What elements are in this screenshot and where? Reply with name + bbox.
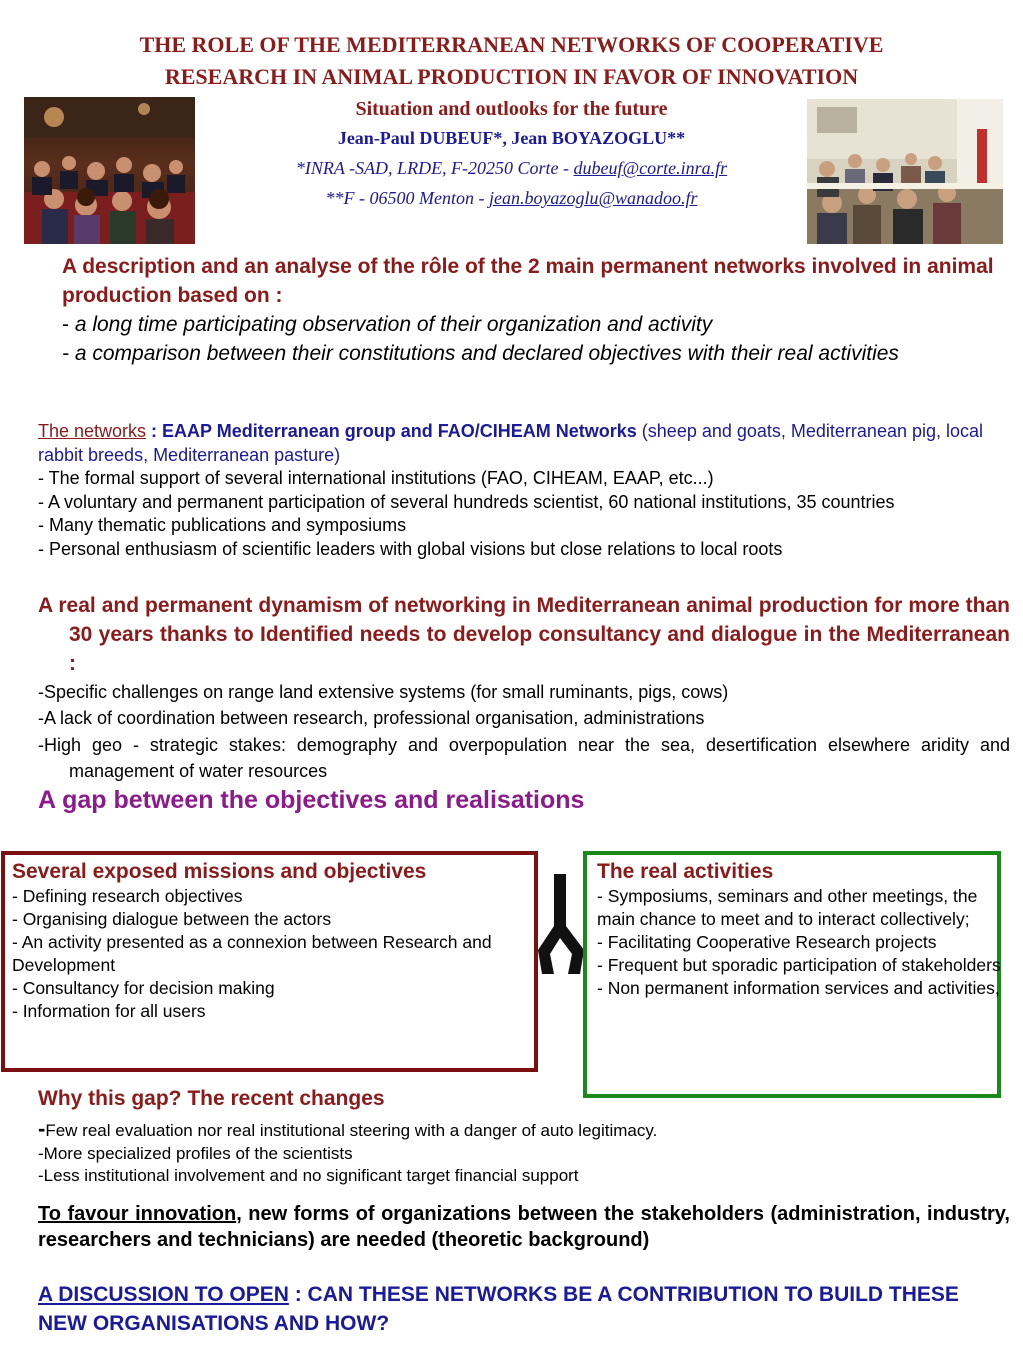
missions-item: - Consultancy for decision making bbox=[12, 978, 275, 998]
networks-intro: The networks : EAAP Mediterranean group and FAO/CIHEAM Networks (sheep and goats, Mediterranean pig, local rabbit breeds, Mediterranean pasture) bbox=[38, 421, 984, 465]
missions-item: - Information for all users bbox=[12, 1001, 206, 1021]
email-link-1[interactable]: dubeuf@corte.inra.fr bbox=[573, 158, 728, 178]
description-heading: A description and an analyse of the rôle of the 2 main permanent networks involved in animal production based on : bbox=[62, 255, 994, 307]
networks-scope: (sheep and goats, Mediterranean pig, local rabbit breeds, Mediterranean pasture) bbox=[38, 421, 984, 465]
missions-title: Several exposed missions and objectives bbox=[12, 860, 427, 883]
gap-symbol-icon bbox=[536, 874, 588, 976]
missions-item: - An activity presented as a connexion between Research and Development bbox=[12, 932, 492, 975]
affiliation-1: *INRA -SAD, LRDE, F-20250 Corte - dubeuf@corte.inra.fr bbox=[295, 158, 728, 178]
discussion-label: A DISCUSSION TO OPEN bbox=[38, 1283, 289, 1306]
poster-title-line2: RESEARCH IN ANIMAL PRODUCTION IN FAVOR OF INNOVATION bbox=[164, 64, 859, 89]
activities-content bbox=[597, 859, 1015, 1000]
missions-item: - Defining research objectives bbox=[12, 886, 243, 906]
description-item-1: - a long time participating observation of their organization and activity bbox=[62, 313, 713, 336]
networks-label: The networks bbox=[38, 421, 147, 441]
affiliation-2: **F - 06500 Menton - jean.boyazoglu@wanadoo.fr bbox=[325, 188, 698, 208]
activities-item: - Non permanent information services and activities, bbox=[597, 978, 1000, 998]
why-item: -Few real evaluation nor real institutional steering with a danger of auto legitimacy. bbox=[38, 1116, 658, 1141]
why-item: -More specialized profiles of the scientists bbox=[38, 1144, 353, 1163]
networks-names: EAAP Mediterranean group and FAO/CIHEAM Networks bbox=[162, 421, 637, 441]
activities-item: - Symposiums, seminars and other meetings, the main chance to meet and to interact collectively; bbox=[597, 886, 978, 929]
why-heading: Why this gap? The recent changes bbox=[38, 1087, 385, 1110]
challenge-item: -Specific challenges on range land extensive systems (for small ruminants, pigs, cows) bbox=[38, 682, 729, 702]
poster-subtitle: Situation and outlooks for the future bbox=[355, 98, 668, 120]
email-link-2[interactable]: jean.boyazoglu@wanadoo.fr bbox=[488, 188, 698, 208]
networks-item: - Many thematic publications and symposiums bbox=[38, 515, 407, 535]
favour-innovation-label: To favour innovation bbox=[38, 1203, 237, 1225]
gap-heading: A gap between the objectives and realisations bbox=[38, 786, 585, 814]
description-section bbox=[62, 252, 997, 368]
favour-innovation-paragraph: To favour innovation, new forms of organizations between the stakeholders (administration, industry, researchers and technicians) are needed (theoretic background) bbox=[38, 1203, 1010, 1251]
discussion-paragraph: A DISCUSSION TO OPEN : CAN THESE NETWORKS BE A CONTRIBUTION TO BUILD THESE NEW ORGANISATIONS AND HOW? bbox=[38, 1283, 959, 1335]
why-item: -Less institutional involvement and no significant target financial support bbox=[38, 1166, 579, 1185]
authors: Jean-Paul DUBEUF*, Jean BOYAZOGLU** bbox=[337, 128, 686, 148]
activities-title: The real activities bbox=[597, 860, 774, 883]
networks-item: - Personal enthusiasm of scientific leaders with global visions but close relations to local roots bbox=[38, 538, 783, 559]
networks-section bbox=[38, 420, 1013, 561]
challenge-item: -A lack of coordination between research, professional organisation, administrations bbox=[38, 708, 705, 728]
description-item-2: - a comparison between their constitutions and declared objectives with their real activities bbox=[62, 342, 899, 365]
networks-item: - A voluntary and permanent participation of several hundreds scientist, 60 national institutions, 35 countries bbox=[38, 491, 895, 512]
missions-content bbox=[12, 859, 537, 1023]
meeting-photo-right bbox=[807, 99, 1003, 244]
poster-title-line1: THE ROLE OF THE MEDITERRANEAN NETWORKS OF COOPERATIVE bbox=[139, 32, 884, 57]
conference-photo-left bbox=[24, 97, 195, 244]
missions-item: - Organising dialogue between the actors bbox=[12, 909, 332, 929]
challenge-item: -High geo - strategic stakes: demography and overpopulation near the sea, desertification elsewhere aridity and management of water resources bbox=[38, 735, 1010, 781]
dynamism-heading: A real and permanent dynamism of networking in Mediterranean animal production for more than 30 years thanks to Identified needs to develop consultancy and dialogue in the Mediterranean : bbox=[38, 594, 1010, 675]
activities-item: - Facilitating Cooperative Research projects bbox=[597, 932, 937, 952]
networks-item: - The formal support of several international institutions (FAO, CIHEAM, EAAP, etc...) bbox=[38, 468, 714, 488]
activities-item: - Frequent but sporadic participation of stakeholders bbox=[597, 955, 1001, 975]
